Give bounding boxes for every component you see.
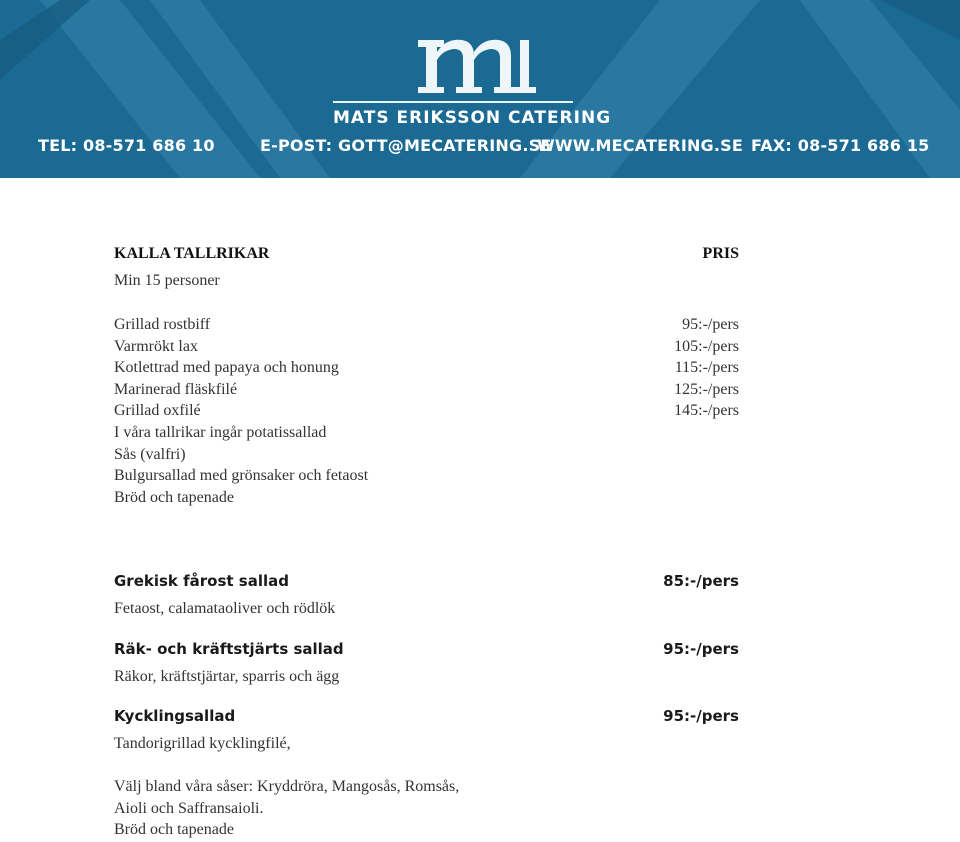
section-title: KALLA TALLRIKAR — [114, 245, 270, 262]
contact-website: WWW.MECATERING.SE — [537, 136, 744, 155]
list-item: Aioli och Saffransaioli. — [114, 799, 264, 817]
contact-fax: FAX: 08-571 686 15 — [751, 136, 930, 155]
list-item: Bulgursallad med grönsaker och fetaost — [114, 467, 369, 485]
list-item: Grillad rostbiff — [114, 316, 211, 333]
price-value: 145:-/pers — [674, 402, 739, 420]
brand-name: MATS ERIKSSON CATERING — [333, 108, 612, 128]
price-value: 95:-/pers — [682, 316, 739, 333]
salad-description: Tandorigrillad kycklingfilé, — [114, 735, 291, 752]
contact-email: E-POST: GOTT@MECATERING.SE — [260, 136, 552, 155]
list-item: Kotlettrad med papaya och honung — [114, 359, 339, 377]
salad-price: 95:-/pers — [663, 640, 739, 658]
list-item: Sås (valfri) — [114, 445, 186, 463]
logo-icon — [418, 34, 538, 96]
salad-name: Grekisk fårost sallad — [114, 572, 289, 590]
list-item: Bröd och tapenade — [114, 488, 234, 506]
plate-price-list — [674, 314, 739, 422]
header-banner — [0, 0, 960, 178]
salad-price: 95:-/pers — [663, 707, 739, 725]
list-item: Välj bland våra såser: Kryddröra, Mangosås, Romsås, — [114, 778, 460, 795]
salad-name: Räk- och kräftstjärts sallad — [114, 640, 344, 658]
contact-phone: TEL: 08-571 686 10 — [38, 136, 215, 155]
salad-description: Räkor, kräftstjärtar, sparris och ägg — [114, 668, 340, 685]
plate-list — [114, 314, 368, 508]
salad-description: Fetaost, calamataoliver och rödlök — [114, 600, 336, 617]
sauce-notes — [114, 776, 459, 841]
logo-divider — [333, 101, 573, 103]
list-item: I våra tallrikar ingår potatissallad — [114, 423, 327, 441]
salad-name: Kycklingsallad — [114, 707, 236, 725]
list-item: Varmrökt lax — [114, 337, 198, 355]
salad-price: 85:-/pers — [663, 572, 739, 590]
price-value: 115:-/pers — [674, 359, 739, 377]
price-value: 105:-/pers — [674, 337, 739, 355]
section-subtitle: Min 15 personer — [114, 272, 220, 289]
list-item: Marinerad fläskfilé — [114, 380, 238, 398]
list-item: Bröd och tapenade — [114, 821, 234, 839]
list-item: Grillad oxfilé — [114, 402, 201, 420]
price-value: 125:-/pers — [674, 380, 739, 398]
price-column-header: PRIS — [702, 245, 739, 262]
